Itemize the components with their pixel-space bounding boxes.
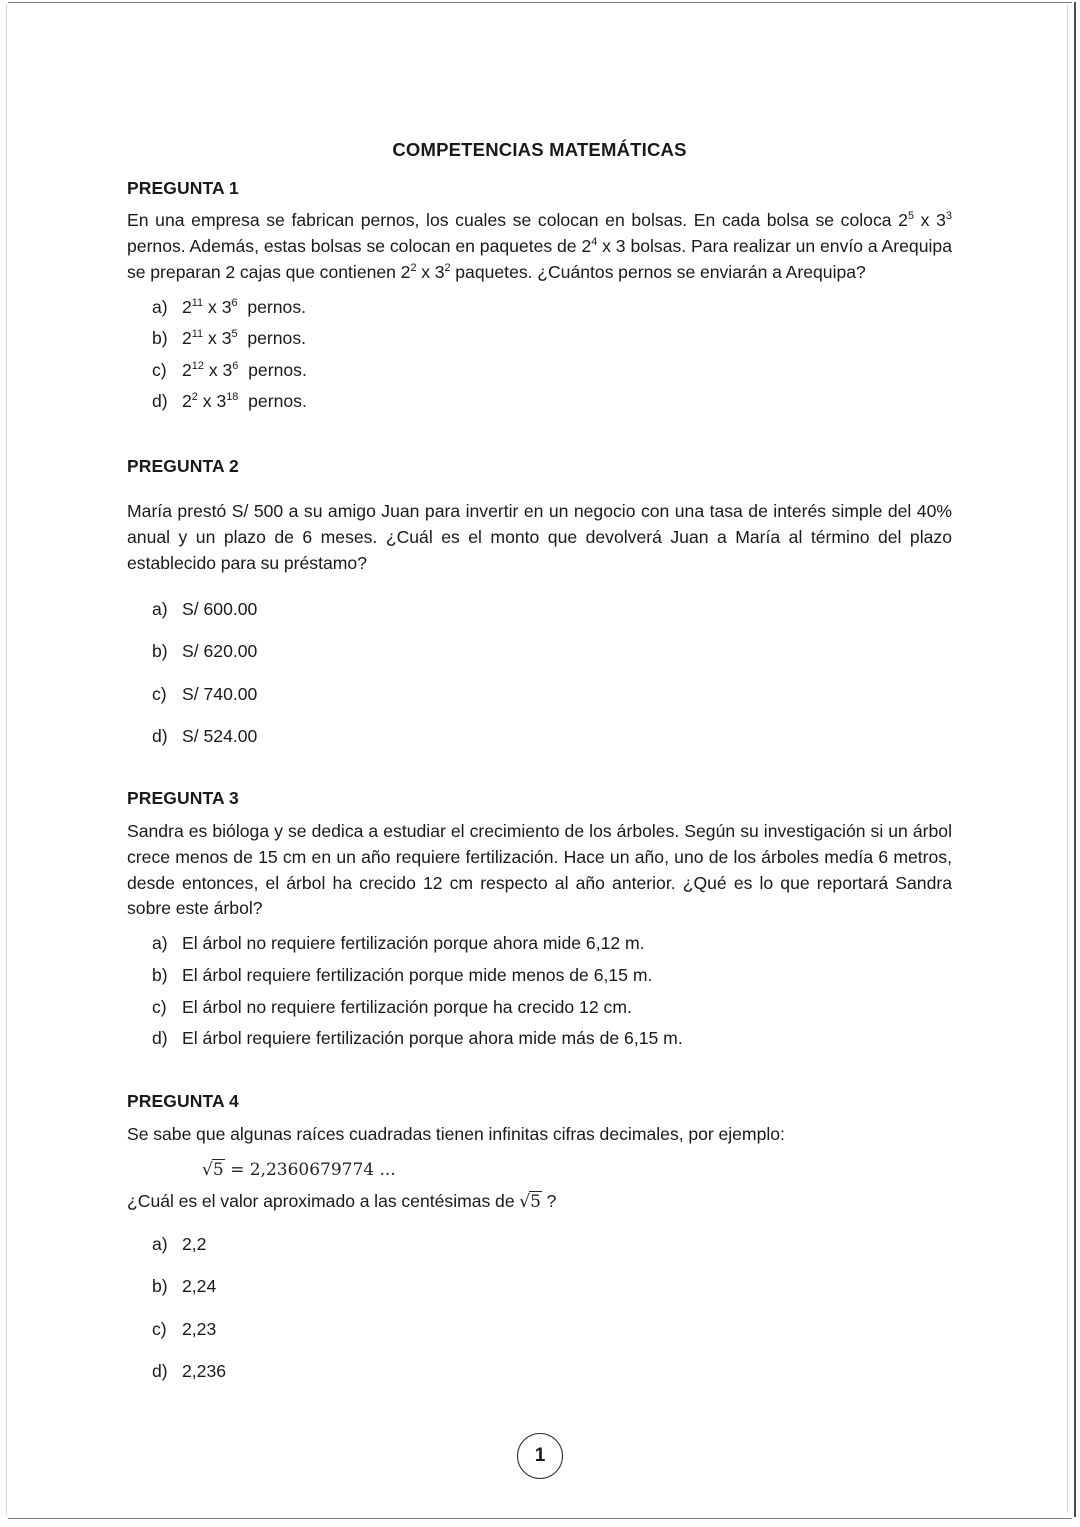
option-marker: b) [152, 328, 168, 349]
page-edge-left [6, 4, 7, 1515]
options-list-1 [127, 296, 952, 412]
option-marker: d) [152, 391, 168, 412]
question-body-4: Se sabe que algunas raíces cuadradas tienen infinitas cifras decimales, por ejemplo: [127, 1123, 785, 1144]
option-item[interactable] [152, 330, 952, 348]
document-content [127, 0, 952, 1406]
option-item[interactable] [152, 683, 952, 704]
option-marker: b) [152, 964, 168, 985]
question-body-3: Sandra es bióloga y se dedica a estudiar el crecimiento de los árboles. Según su investigación si un árbol crece menos de 15 cm en un año requiere fertilización. Hace un año, uno de los árboles medía 6 metros, desde entonces, el árbol ha crecido 12 cm respecto al año anterior. ¿Qué es lo que reportará Sandra sobre este árbol? [127, 820, 952, 919]
page-edge-right-inner [1067, 4, 1068, 1513]
option-marker: c) [152, 1318, 167, 1339]
option-marker: b) [152, 641, 168, 662]
page-number-badge: 1 [517, 1433, 563, 1479]
option-text: S/ 620.00 [182, 641, 258, 662]
option-marker: a) [152, 296, 168, 317]
radical-sign-inline: √5 [519, 1191, 541, 1212]
option-text: El árbol requiere fertilización porque ahora mide más de 6,15 m. [182, 1028, 683, 1049]
page-edge-bottom [8, 1518, 1072, 1519]
option-item[interactable] [152, 728, 952, 746]
option-item[interactable] [152, 996, 952, 1017]
option-item[interactable] [152, 296, 952, 317]
option-marker: d) [152, 1028, 168, 1049]
option-item[interactable] [152, 1233, 952, 1254]
option-item[interactable] [152, 393, 952, 411]
option-marker: d) [152, 1361, 168, 1382]
option-item[interactable] [152, 1278, 952, 1296]
option-text: El árbol no requiere fertilización porque ha crecido 12 cm. [182, 996, 632, 1017]
options-list-4 [127, 1233, 952, 1382]
option-marker: c) [152, 996, 167, 1017]
option-item[interactable] [152, 598, 952, 619]
question-block-3 [127, 788, 952, 1048]
prompt-prefix: ¿Cuál es el valor aproximado a las centésimas de [127, 1190, 520, 1211]
math-formula-sqrt5 [127, 1160, 952, 1180]
question-heading-1: PREGUNTA 1 [127, 178, 239, 198]
option-marker: d) [152, 726, 168, 747]
option-item[interactable] [152, 935, 952, 953]
option-text: El árbol requiere fertilización porque mide menos de 6,15 m. [182, 964, 653, 985]
option-text: $2^2$ x $3^{18}$ pernos. [182, 391, 307, 412]
option-text: $2^{11}$ x $3^5$ pernos. [182, 328, 307, 349]
option-text: S/ 600.00 [182, 598, 258, 619]
prompt-suffix: ? [541, 1190, 557, 1211]
option-item[interactable] [152, 1318, 952, 1339]
option-item[interactable] [152, 359, 952, 380]
options-list-2 [127, 598, 952, 747]
option-text: S/ 740.00 [182, 683, 258, 704]
option-text: S/ 524.00 [182, 726, 258, 747]
question-body-2: María prestó S/ 500 a su amigo Juan para invertir en un negocio con una tasa de interés simple del 40% anual y un plazo de 6 meses. ¿Cuál es el monto que devolverá Juan a María al término del plazo establecido para su préstamo? [127, 500, 952, 573]
question-block-2 [127, 456, 952, 746]
option-text: 2,23 [182, 1318, 217, 1339]
option-text: 2,2 [182, 1233, 207, 1254]
option-text: $2^{11}$ x $3^6$ pernos. [182, 296, 307, 317]
option-item[interactable] [152, 964, 952, 985]
option-marker: c) [152, 359, 167, 380]
question-heading-3: PREGUNTA 3 [127, 787, 239, 808]
question-body-1: En una empresa se fabrican pernos, los cuales se colocan en bolsas. En cada bolsa se coloca $2^5$ x $3^3$ pernos. Además, estas bolsas se colocan en paquetes de $2^4$ x 3 bolsas. Para realizar un envío a Arequipa se preparan 2 cajas que contienen $2^2$ x $3^2$ paquetes. ¿Cuántos pernos se enviarán a Arequipa? [127, 210, 952, 282]
option-item[interactable] [152, 643, 952, 661]
option-text: $2^{12}$ x $3^6$ pernos. [182, 359, 307, 380]
page-edge-right [1074, 2, 1076, 1517]
option-marker: a) [152, 1233, 168, 1254]
option-item[interactable] [152, 1363, 952, 1381]
option-text: El árbol no requiere fertilización porque ahora mide 6,12 m. [182, 933, 645, 954]
radicand-inline: 5 [530, 1191, 541, 1212]
option-marker: a) [152, 598, 168, 619]
option-marker: a) [152, 933, 168, 954]
radical-sign: √5 [202, 1159, 224, 1180]
option-marker: c) [152, 683, 167, 704]
options-list-3 [127, 935, 952, 1047]
option-text: 2,24 [182, 1276, 217, 1297]
page-title: COMPETENCIAS MATEMÁTICAS [392, 139, 687, 160]
page-number-container [0, 1433, 1080, 1479]
question-heading-4: PREGUNTA 4 [127, 1090, 239, 1111]
radicand: 5 [212, 1159, 224, 1180]
option-item[interactable] [152, 1030, 952, 1048]
question-prompt-4 [127, 1189, 952, 1215]
question-block-1 [127, 178, 952, 411]
question-block-4 [127, 1091, 952, 1381]
question-heading-2: PREGUNTA 2 [127, 455, 239, 476]
option-marker: b) [152, 1276, 168, 1297]
formula-rest: = 2,2360679774 ... [224, 1159, 396, 1180]
option-text: 2,236 [182, 1361, 227, 1382]
